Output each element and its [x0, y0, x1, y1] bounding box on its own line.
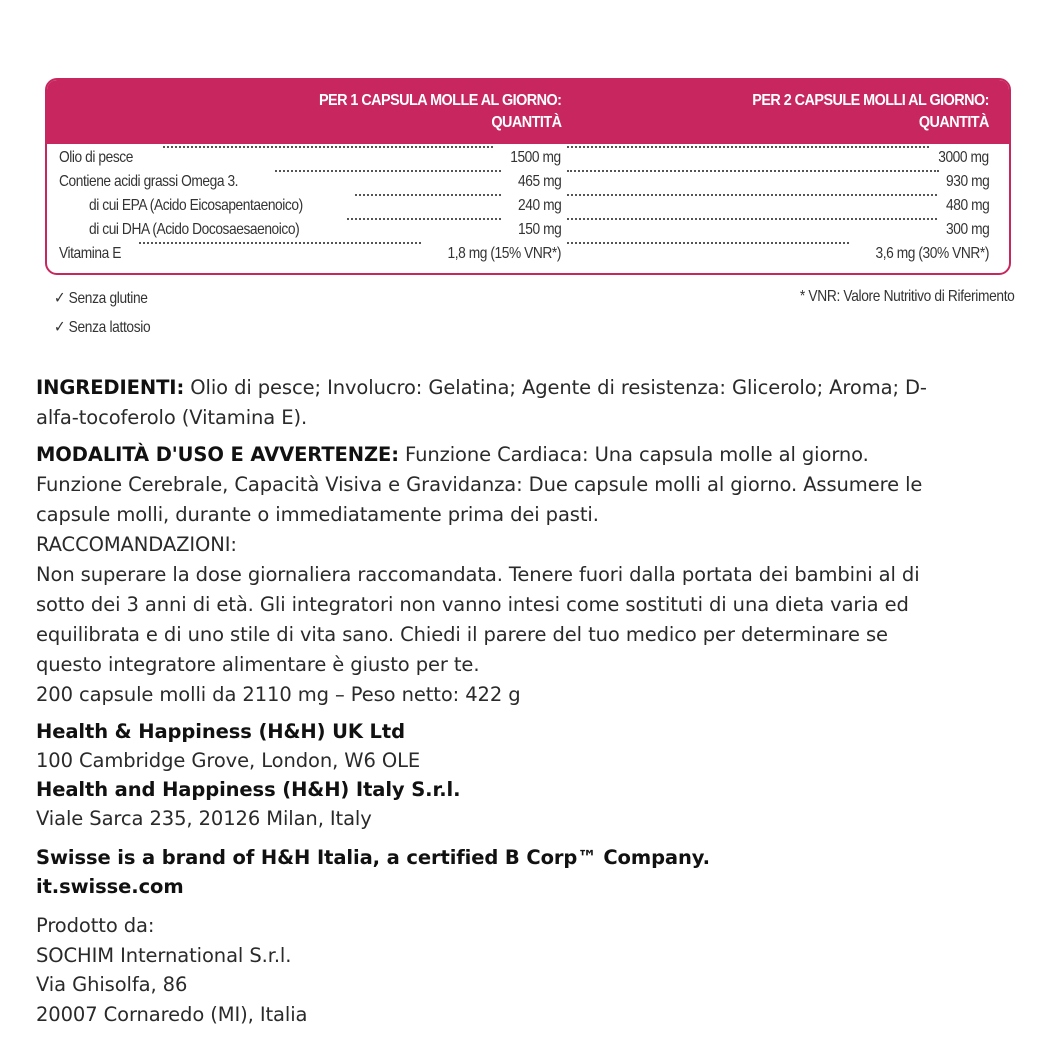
uk-company-name: Health & Happiness (H&H) UK Ltd [36, 720, 405, 743]
usage-text-line: capsule molli, durante o immediatamente prima dei pasti. [36, 503, 599, 526]
producer-street: Via Ghisolfa, 86 [36, 973, 188, 996]
brand-statement: Swisse is a brand of H&H Italia, a certified B Corp™ Company. [36, 846, 710, 869]
ingredients-text-cont: alfa-tocoferolo (Vitamina E). [36, 406, 308, 429]
producer-city: 20007 Cornaredo (MI), Italia [36, 1002, 308, 1026]
producer-section [36, 911, 1026, 1029]
ingredients-section [36, 373, 1026, 433]
recommendations-text-line: Non superare la dose giornaliera raccomandata. Tenere fuori dalla portata dei bambini al di [36, 563, 920, 586]
row-label: di cui EPA (Acido Eicosapentaenoico) [89, 197, 303, 214]
recommendations-text-line: sotto dei 3 anni di età. Gli integratori non vanno intesi come sostituti di una dieta varia ed [36, 593, 909, 616]
usage-line [36, 440, 1026, 470]
header-two-capsules-title: PER 2 CAPSULE MOLLI AL GIORNO: [752, 92, 989, 109]
producer-label: Prodotto da: [36, 914, 155, 937]
recommendations-heading: RACCOMANDAZIONI: [36, 533, 237, 556]
ingredients-heading: INGREDIENTI: [36, 376, 185, 399]
it-company-address: Viale Sarca 235, 20126 Milan, Italy [36, 807, 372, 830]
vnr-footnote: * VNR: Valore Nutritivo di Riferimento [799, 288, 1014, 305]
nutrition-table [45, 78, 1011, 275]
dot-leader [567, 218, 937, 220]
row-value-two-capsules: 3000 mg [938, 149, 989, 166]
dot-leader [275, 170, 501, 172]
row-label: Contiene acidi grassi Omega 3. [59, 173, 239, 190]
dot-leader [567, 194, 937, 196]
table-row [47, 242, 1009, 266]
row-value-two-capsules: 300 mg [945, 221, 989, 238]
recommendations-text-line: equilibrata e di uno stile di vita sano. Chiedi il parere del tuo medico per determinare se [36, 623, 888, 646]
uk-company-address: 100 Cambridge Grove, London, W6 OLE [36, 749, 421, 772]
row-value-two-capsules: 3,6 mg (30% VNR*) [875, 245, 989, 262]
dot-leader [567, 242, 849, 244]
table-row [47, 218, 1009, 242]
usage-section [36, 440, 1026, 710]
row-value-one-capsule: 1,8 mg (15% VNR*) [447, 245, 561, 262]
table-row [47, 170, 1009, 194]
dot-leader [567, 170, 939, 172]
header-one-capsule-title: PER 1 CAPSULA MOLLE AL GIORNO: [318, 92, 561, 109]
usage-text: Funzione Cardiaca: Una capsula molle al giorno. [398, 443, 869, 466]
dot-leader [567, 146, 929, 148]
row-value-one-capsule: 465 mg [517, 173, 561, 190]
brand-website[interactable]: it.swisse.com [36, 875, 184, 898]
row-value-one-capsule: 150 mg [517, 221, 561, 238]
table-row [47, 146, 1009, 170]
recommendations-text-line: questo integratore alimentare è giusto per te. [36, 653, 480, 676]
header-one-capsule-quantity: QUANTITÀ [490, 114, 561, 131]
net-weight: 200 capsule molli da 2110 mg – Peso netto: 422 g [36, 683, 521, 706]
header-two-capsules-quantity: QUANTITÀ [918, 114, 989, 131]
dot-leader [163, 146, 493, 148]
row-label: Vitamina E [59, 245, 121, 262]
brand-section [36, 843, 1026, 901]
usage-text-line: Funzione Cerebrale, Capacità Visiva e Gravidanza: Due capsule molli al giorno. Assumere le [36, 473, 923, 496]
dot-leader [139, 242, 421, 244]
table-row [47, 194, 1009, 218]
claim-lactose-free: ✓ Senza lattosio [54, 319, 151, 336]
ingredients-text: Olio di pesce; Involucro: Gelatina; Agente di resistenza: Glicerolo; Aroma; D- [184, 376, 927, 399]
row-value-one-capsule: 1500 mg [510, 149, 561, 166]
row-label: Olio di pesce [59, 149, 133, 166]
it-company-name: Health and Happiness (H&H) Italy S.r.l. [36, 778, 461, 801]
ingredients-line [36, 373, 1026, 403]
row-value-one-capsule: 240 mg [517, 197, 561, 214]
header-one-capsule [319, 90, 561, 134]
header-two-capsules [752, 90, 989, 134]
table-header [47, 80, 1009, 144]
usage-heading: MODALITÀ D'USO E AVVERTENZE: [36, 443, 399, 466]
claim-gluten-free: ✓ Senza glutine [54, 290, 148, 307]
row-label: di cui DHA (Acido Docosaesaenoico) [89, 221, 300, 238]
row-value-two-capsules: 480 mg [945, 197, 989, 214]
producer-name: SOCHIM International S.r.l. [36, 943, 292, 967]
dot-leader [355, 194, 501, 196]
dot-leader [347, 218, 501, 220]
company-section [36, 717, 1026, 833]
row-value-two-capsules: 930 mg [945, 173, 989, 190]
